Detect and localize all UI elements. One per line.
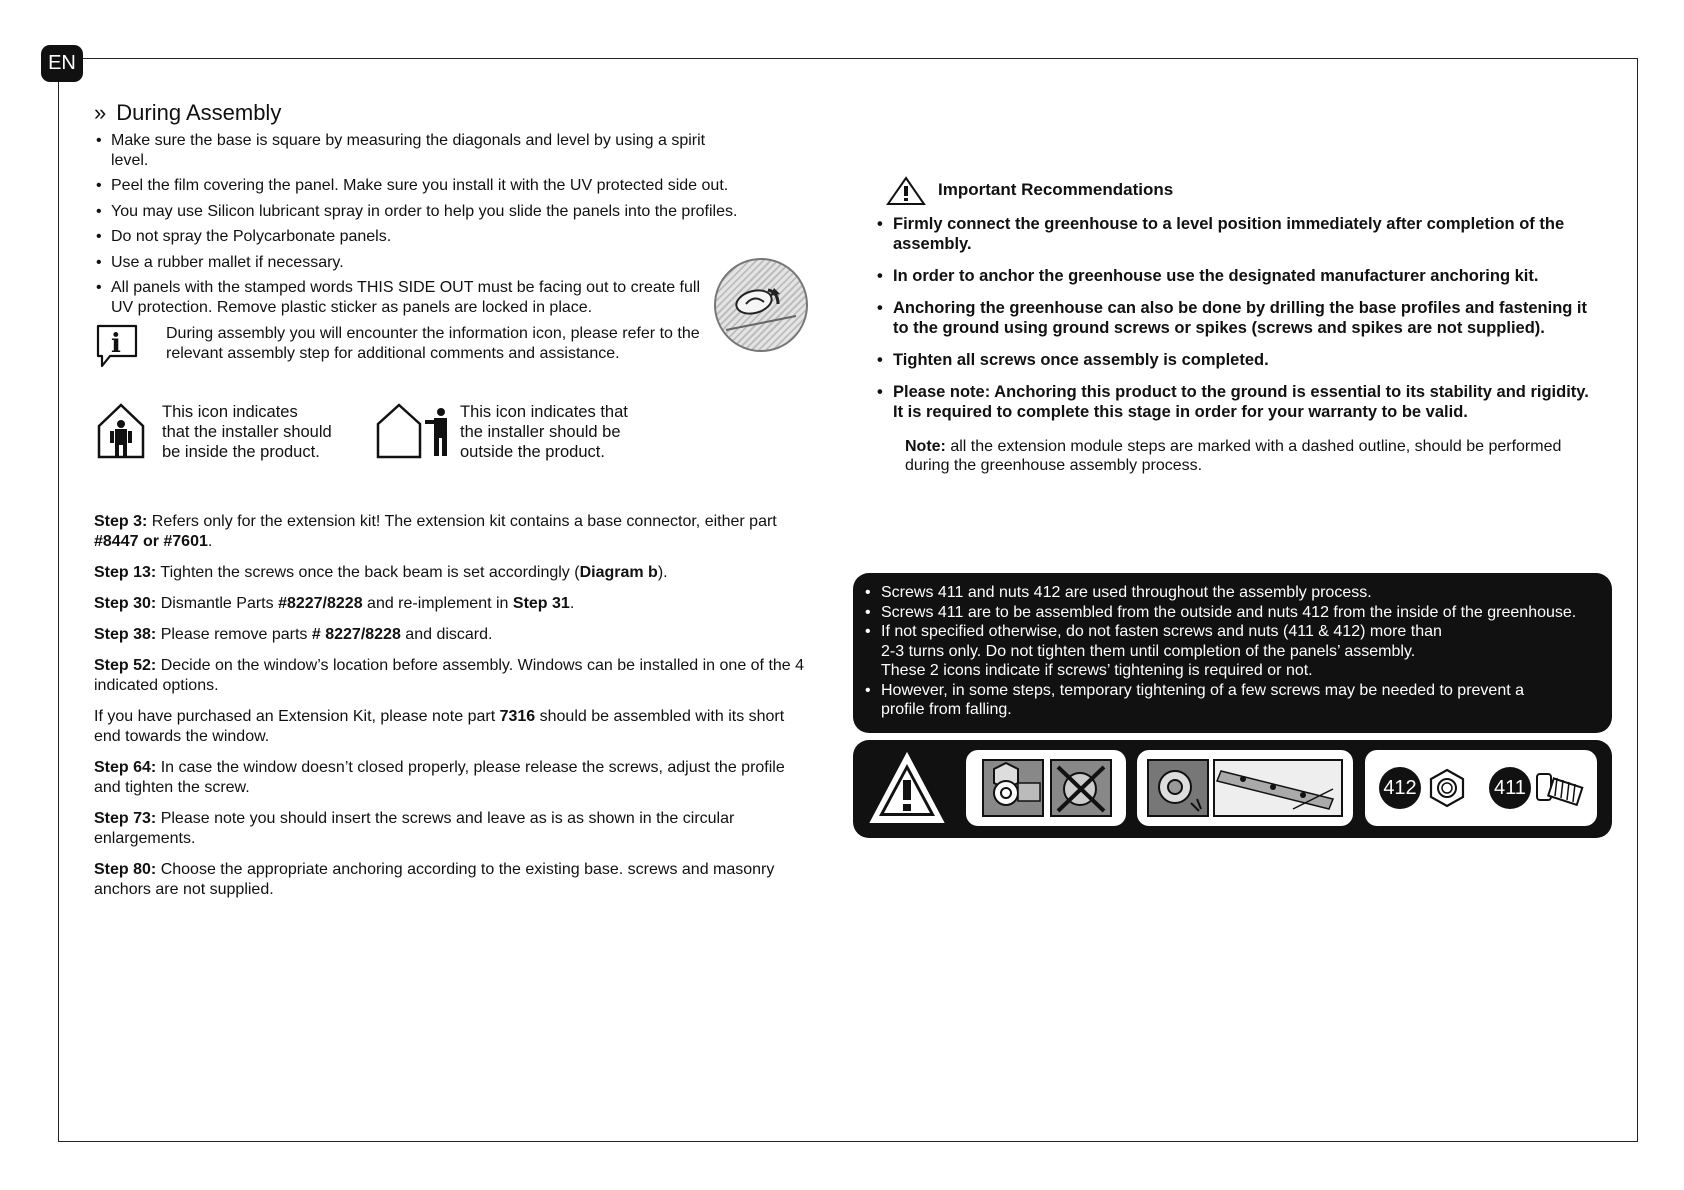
note-text: all the extension module steps are marked with a dashed outline, should be performed during the greenhouse assembly process. [905,438,1562,474]
step-text: Please remove parts [156,626,312,643]
step-text: . [207,533,213,550]
step-text: and discard. [400,626,493,643]
step-label: Step 52: [94,657,157,674]
step-text: and re-implement in [362,595,513,612]
list-item: • Screws 411 and nuts 412 are used throughout the assembly process. [865,583,1602,603]
nut-icon [1427,768,1467,808]
installer-inside-icon [96,402,146,460]
step-label: Step 3: [94,513,148,530]
list-item: • Please note: Anchoring this product to the ground is essential to its stability and rigidity. It is required to complete this stage in order for your warranty to be valid. [877,382,1607,422]
screw-part-number: 411 [1489,767,1531,809]
step-text: Choose the appropriate anchoring according to the existing base. screws and masonry anchors are not supplied. [94,861,775,898]
recommendations-list [877,214,1607,434]
list-item: • You may use Silicon lubricant spray in order to help you slide the panels into the profiles. [96,202,746,222]
list-item: • Make sure the base is square by measuring the diagonals and level by using a spirit level. [96,131,746,170]
section-title [94,100,281,126]
parts-panel [1365,750,1597,826]
step-text: In case the window doesn’t closed properly, please release the screws, adjust the profile and tighten the screw. [94,759,785,796]
step-text: If you have purchased an Extension Kit, please note part [94,708,500,725]
screws-info-box [853,573,1612,733]
step-paragraph [94,860,814,900]
step-label: Step 38: [94,626,157,643]
step-paragraph [94,707,814,747]
note-label: Note: [905,438,946,455]
step-text: ). [657,564,668,581]
step-emphasis: Step 31 [512,595,570,612]
outside-icon-caption: This icon indicates that the installer should be outside the product. [460,403,628,461]
step-text: should be assembled with its short end towards the window. [94,708,785,745]
svg-text:i: i [111,329,121,359]
list-item: • Anchoring the greenhouse can also be done by drilling the base profiles and fastening it to the ground using ground screws or spikes (screws and spikes are not supplied). [877,298,1607,338]
nut-part-number: 412 [1379,767,1421,809]
assembly-steps [94,512,814,911]
warning-triangle-icon [886,176,926,206]
step-text: . [569,595,575,612]
step-label: Step 64: [94,759,157,776]
step-paragraph [94,758,814,798]
list-item: • Screws 411 are to be assembled from the outside and nuts 412 from the inside of the greenhouse. [865,603,1602,623]
step-paragraph [94,594,814,614]
tightening-icons-panel [966,750,1126,826]
list-item: • In order to anchor the greenhouse use the designated manufacturer anchoring kit. [877,266,1607,286]
assembly-bullet-list [96,131,746,323]
step-label: Step 73: [94,810,157,827]
list-item: • Tighten all screws once assembly is completed. [877,350,1607,370]
screw-not-tightened-icon [1050,759,1112,817]
info-icon-description: During assembly you will encounter the information icon, please refer to the relevant assembly step for additional comments and assistance. [166,325,700,362]
warning-triangle-icon [867,750,947,826]
step-text: Please note you should insert the screws and leave as is as shown in the circular enlargements. [94,810,735,847]
screw-icon [1535,766,1587,810]
profile-screw-panel [1137,750,1353,826]
step-label: Step 13: [94,564,157,581]
step-paragraph [94,625,814,645]
step-text: Dismantle Parts [156,595,279,612]
step-text: Decide on the window’s location before assembly. Windows can be installed in one of the 4 indicated options. [94,657,805,694]
language-tag: EN [41,45,83,82]
list-item: • All panels with the stamped words THIS SIDE OUT must be facing out to create full UV protection. Remove plastic sticker as panels are locked in place. [96,278,711,317]
step-text: Refers only for the extension kit! The extension kit contains a base connector, either part [147,513,777,530]
step-emphasis: Diagram b [579,564,658,581]
profile-with-screws-icon [1213,759,1343,817]
list-item: • Firmly connect the greenhouse to a level position immediately after completion of the assembly. [877,214,1607,254]
installer-outside-icon [375,402,455,460]
list-item: • Use a rubber mallet if necessary. [96,253,746,273]
screw-tightened-icon [982,759,1044,817]
list-item: • However, in some steps, temporary tightening of a few screws may be needed to prevent a profile from falling. [865,681,1602,720]
nut-on-profile-icon [1147,759,1209,817]
step-paragraph [94,656,814,696]
step-text: Tighten the screws once the back beam is set accordingly ( [156,564,580,581]
title-marker: » [94,100,107,125]
information-icon [94,322,142,370]
step-emphasis: # 8227/8228 [311,626,401,643]
step-emphasis: #8447 or #7601 [94,533,208,550]
screw-icons-strip [853,740,1612,838]
step-paragraph [94,563,814,583]
recommendations-heading [888,180,1173,200]
extension-note [905,437,1605,475]
recommendations-title: Important Recommendations [938,180,1174,199]
list-item: • Do not spray the Polycarbonate panels. [96,227,746,247]
list-item: • Peel the film covering the panel. Make sure you install it with the UV protected side out. [96,176,746,196]
step-emphasis: #8227/8228 [278,595,363,612]
inside-icon-caption: This icon indicates that the installer should be inside the product. [162,403,332,461]
step-emphasis: 7316 [499,708,536,725]
step-label: Step 80: [94,861,157,878]
step-paragraph [94,809,814,849]
section-title-text: During Assembly [116,100,282,125]
list-item: • If not specified otherwise, do not fasten screws and nuts (411 & 412) more than 2-3 turns only. Do not tighten them until completion of the panels’ assembly. These 2 icons indicate if screws’ tightening is required or not. [865,622,1602,681]
step-paragraph [94,512,814,552]
step-label: Step 30: [94,595,157,612]
